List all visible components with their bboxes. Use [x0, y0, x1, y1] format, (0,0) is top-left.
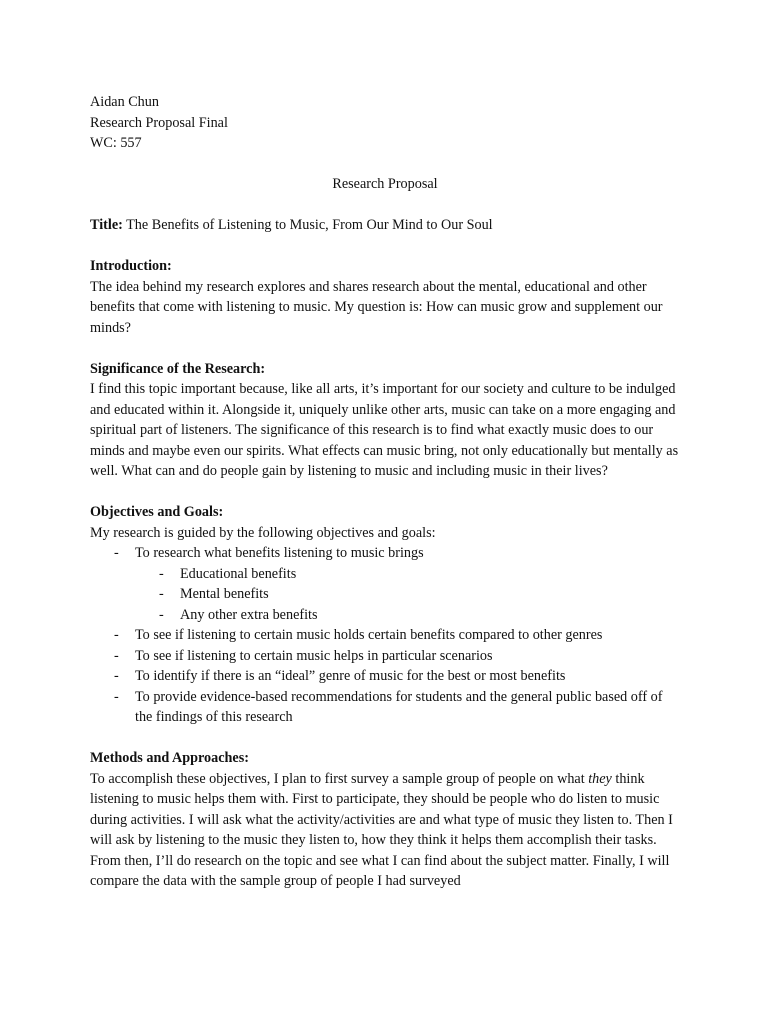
list-item: - Any other extra benefits	[90, 605, 680, 626]
methods-body-end: think listening to music helps them with. First to participate, they should be people who do listen to music during activities. I will ask what the activity/activities are and what type of music they listen to. Then I will ask by listening to the music they listen to, how they think it helps them accomplish their tasks. From then, I’ll do research on the topic and see what I can find about the subject matter. Finally, I will compare the data with the sample group of people I had surveyed	[90, 770, 673, 889]
list-item: - To identify if there is an “ideal” genre of music for the best or most benefits	[90, 666, 680, 687]
objectives-list	[90, 543, 680, 564]
methods-body	[90, 769, 680, 892]
methods-body-emphasis: they	[588, 770, 612, 787]
objectives-list-continued	[90, 625, 680, 728]
benefits-sublist	[90, 564, 680, 626]
author-name: Aidan Chun	[90, 94, 159, 110]
objectives-intro: My research is guided by the following objectives and goals:	[90, 524, 436, 541]
title-line	[90, 215, 680, 236]
list-item: - Educational benefits	[90, 564, 680, 585]
significance-heading: Significance of the Research:	[90, 360, 266, 377]
objectives-heading: Objectives and Goals:	[90, 504, 224, 520]
word-count: WC: 557	[90, 135, 142, 151]
list-item: - To provide evidence-based recommendations for students and the general public based off of the findings of this research	[90, 687, 680, 728]
list-item: - To research what benefits listening to music brings	[90, 543, 680, 564]
document-body	[90, 92, 680, 892]
list-item: - To see if listening to certain music holds certain benefits compared to other genres	[90, 625, 680, 646]
list-item: - To see if listening to certain music helps in particular scenarios	[90, 646, 680, 667]
introduction-body: The idea behind my research explores and shares research about the mental, educational and other benefits that come with listening to music. My question is: How can music grow and supplement our minds?	[90, 278, 663, 336]
significance-body: I find this topic important because, like all arts, it’s important for our society and culture to be indulged and educated within it. Alongside it, uniquely unlike other arts, music can take on a more engaging and spiritual part of listeners. The significance of this research is to find what exactly music does to our minds and maybe even our spirits. What effects can music bring, not only educationally but mentally as well. What can and do people gain by listening to music and including music in their lives?	[90, 381, 679, 479]
introduction-heading: Introduction:	[90, 258, 172, 274]
title-text: The Benefits of Listening to Music, From Our Mind to Our Soul	[122, 217, 493, 233]
methods-body-start: To accomplish these objectives, I plan to first survey a sample group of people on what	[90, 770, 589, 787]
methods-heading: Methods and Approaches:	[90, 750, 249, 766]
title-label: Title:	[90, 217, 123, 233]
list-item: - Mental benefits	[90, 584, 680, 605]
document-label: Research Proposal Final	[90, 114, 228, 131]
document-heading: Research Proposal	[332, 176, 438, 192]
